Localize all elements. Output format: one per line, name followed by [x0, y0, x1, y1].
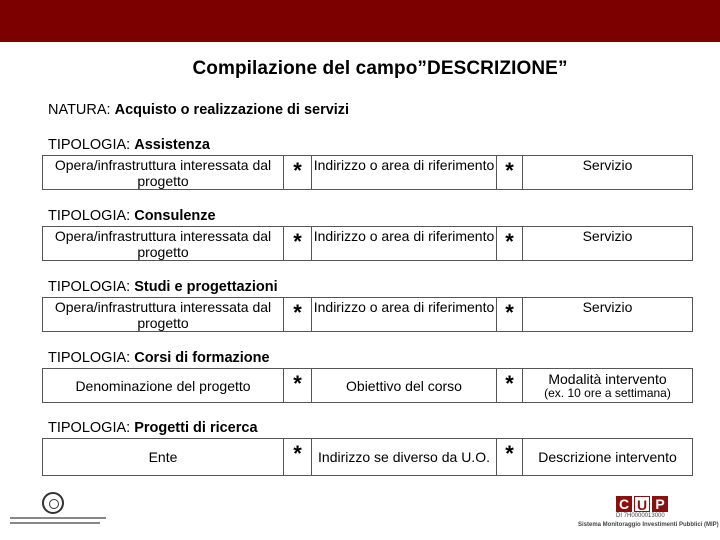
natura-value: Acquisto o realizzazione di servizi [114, 102, 350, 118]
top-banner [0, 0, 720, 42]
tipologia-heading [48, 420, 258, 436]
field-cell-3 [523, 369, 692, 402]
tipologia-label: TIPOLOGIA: [48, 137, 131, 153]
field-cell-3-text: Modalità intervento [548, 371, 667, 387]
field-cell-1: Opera/infrastruttura interessata dal progetto [43, 227, 284, 260]
field-row [42, 297, 693, 332]
field-cell-3-note: (ex. 10 ore a settimana) [544, 386, 671, 400]
field-cell-3: Servizio [582, 228, 633, 244]
government-emblem-logo [8, 492, 108, 528]
cup-letter: U [634, 496, 650, 512]
cup-caption: Sistema Monitoraggio Investimenti Pubblici (MIP) [578, 522, 719, 528]
separator-asterisk: * [497, 369, 523, 402]
field-cell-1: Ente [43, 439, 284, 475]
tipologia-heading [48, 350, 270, 366]
separator-asterisk: * [284, 439, 312, 475]
cup-logo [578, 496, 719, 534]
page-title: Compilazione del campo”DESCRIZIONE” [192, 58, 568, 79]
tipologia-name: Corsi di formazione [134, 350, 270, 366]
field-row [42, 368, 693, 403]
field-cell-1: Denominazione del progetto [43, 369, 284, 402]
tipologia-heading [48, 279, 278, 295]
field-cell-2: Obiettivo del corso [312, 369, 497, 402]
field-cell-1: Opera/infrastruttura interessata dal progetto [43, 298, 284, 331]
separator-asterisk: * [284, 298, 312, 331]
natura-label: NATURA: [48, 102, 111, 118]
tipologia-label: TIPOLOGIA: [48, 350, 131, 366]
separator-asterisk: * [284, 369, 312, 402]
field-cell-2: Indirizzo o area di riferimento [312, 227, 497, 260]
tipologia-heading [48, 137, 210, 153]
field-row [42, 155, 693, 190]
field-cell-2: Indirizzo se diverso da U.O. [312, 439, 497, 475]
separator-asterisk: * [497, 298, 523, 331]
logo-text-line [10, 517, 106, 519]
natura-line [48, 102, 349, 118]
tipologia-name: Studi e progettazioni [134, 279, 278, 295]
separator-asterisk: * [284, 227, 312, 260]
cup-letter: C [616, 496, 632, 512]
tipologia-label: TIPOLOGIA: [48, 208, 131, 224]
field-cell-1: Opera/infrastruttura interessata dal progetto [43, 156, 284, 189]
separator-asterisk: * [497, 439, 523, 475]
field-cell-3: Descrizione intervento [538, 449, 677, 465]
separator-asterisk: * [497, 227, 523, 260]
tipologia-name: Consulenze [134, 208, 216, 224]
field-cell-3: Servizio [582, 299, 633, 315]
field-cell-2: Indirizzo o area di riferimento [312, 156, 497, 189]
tipologia-label: TIPOLOGIA: [48, 420, 131, 436]
cup-subtitle: DI 7H0000013000 [616, 513, 665, 519]
field-row [42, 226, 693, 261]
seal-icon [42, 492, 64, 514]
cup-letter: P [652, 496, 668, 512]
field-cell-3: Servizio [582, 157, 633, 173]
tipologia-name: Assistenza [134, 137, 210, 153]
field-row [42, 438, 693, 476]
field-cell-2: Indirizzo o area di riferimento [312, 298, 497, 331]
separator-asterisk: * [497, 156, 523, 189]
tipologia-name: Progetti di ricerca [134, 420, 258, 436]
separator-asterisk: * [284, 156, 312, 189]
tipologia-label: TIPOLOGIA: [48, 279, 131, 295]
tipologia-heading [48, 208, 216, 224]
logo-text-line [10, 522, 100, 524]
